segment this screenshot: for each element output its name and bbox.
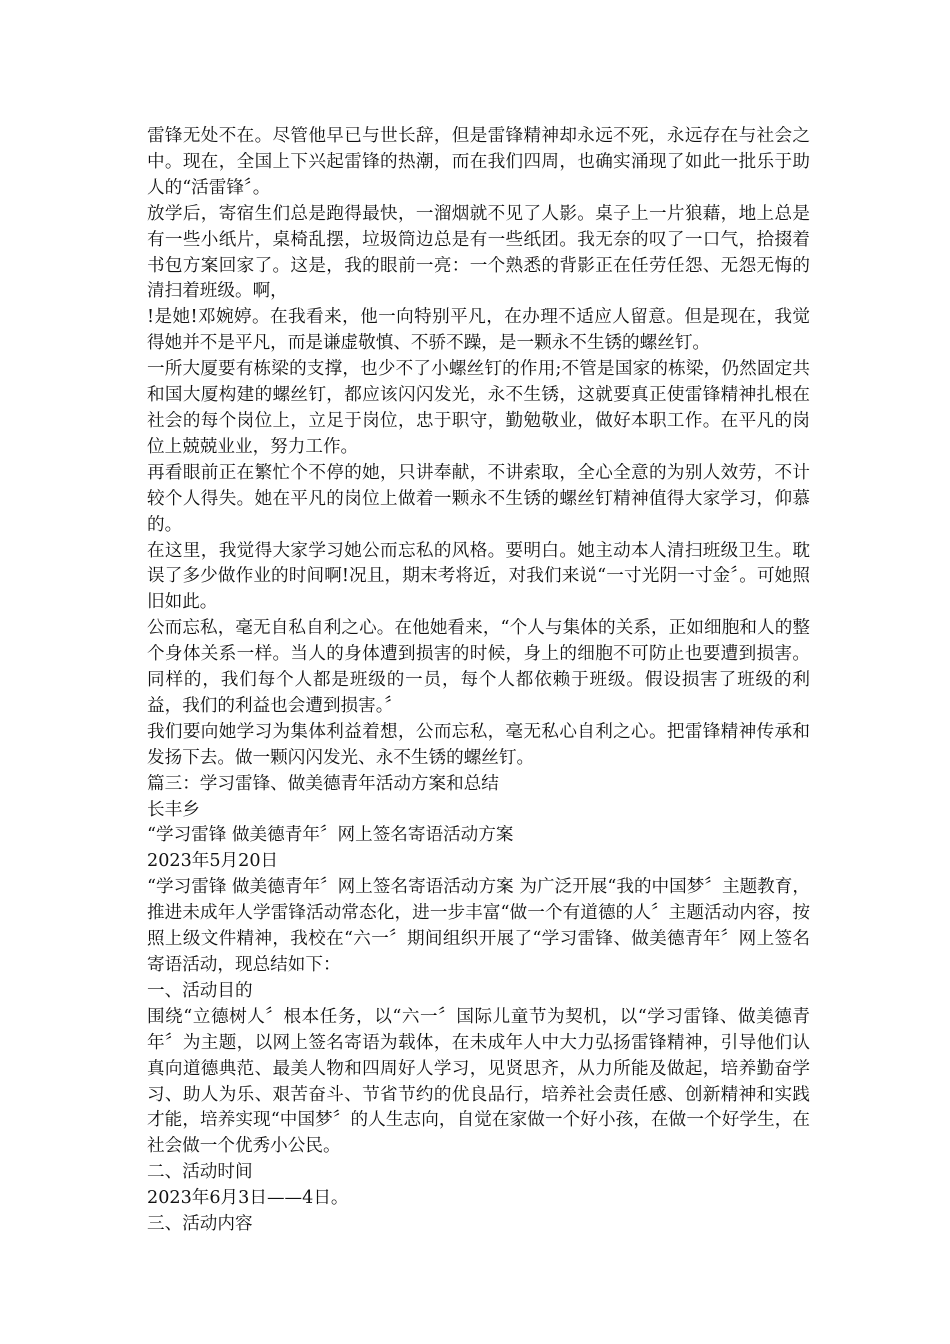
paragraph-7: 公而忘私，毫无自私自利之心。在他她看来，“个人与集体的关系，正如细胞和人的整个身体关系一样。当人的身体遭到损害的时候，身上的细胞不可防止也要遭到损害。同样的，我们每个人都是班级的一员，每个人都依赖于班级。假设损害了班级的利益，我们的利益也会遭到损害。〞	[147, 618, 810, 716]
paragraph-2: 放学后，寄宿生们总是跑得最快，一溜烟就不见了人影。桌子上一片狼藉，地上总是有一些小纸片，桌椅乱摆，垃圾筒边总是有一些纸团。我无奈的叹了一口气，拾掇着书包方案回家了。这是，我的眼前一亮：一个熟悉的背影正在任劳任怨、无怨无悔的清扫着班级。啊，	[147, 203, 810, 302]
paragraph-6: 在这里，我觉得大家学习她公而忘私的风格。要明白。她主动本人清扫班级卫生。耽误了多少做作业的时间啊!况且，期末考将近，对我们来说“一寸光阴一寸金〞。可她照旧如此。	[147, 540, 810, 613]
organization-name: 长丰乡	[147, 799, 200, 820]
paragraph-5: 再看眼前正在繁忙个不停的她，只讲奉献，不讲索取，全心全意的为别人效劳，不计较个人得失。她在平凡的岗位上做着一颗永不生锈的螺丝钉精神值得大家学习，仰慕的。	[147, 462, 810, 535]
paragraph-4: 一所大厦要有栋梁的支撑，也少不了小螺丝钉的作用;不管是国家的栋梁，仍然固定共和国大厦构建的螺丝钉，都应该闪闪发光，永不生锈，这就要真正使雷锋精神扎根在社会的每个岗位上，立足于岗位，忠于职守，勤勉敬业，做好本职工作。在平凡的岗位上兢兢业业，努力工作。	[147, 359, 810, 457]
plan-intro: “学习雷锋 做美德青年〞网上签名寄语活动方案 为广泛开展“我的中国梦〞主题教育，推进未成年人学雷锋活动常态化，进一步丰富“做一个有道德的人〞主题活动内容，按照上级文件精神，我校在“六一〞期间组织开展了“学习雷锋、做美德青年〞网上签名寄语活动，现总结如下：	[147, 877, 810, 975]
paragraph-3: !是她!邓婉婷。在我看来，他一向特别平凡，在办理不适应人留意。但是现在，我觉得她并不是平凡，而是谦虚敬慎、不骄不躁，是一颗永不生锈的螺丝钉。	[147, 307, 810, 354]
heading-objective: 一、活动目的	[147, 980, 253, 1001]
heading-content: 三、活动内容	[147, 1214, 253, 1235]
heading-time: 二、活动时间	[147, 1162, 253, 1183]
plan-title: “学习雷锋 做美德青年〞网上签名寄语活动方案	[147, 825, 514, 846]
objective-text: 围绕“立德树人〞根本任务，以“六一〞国际儿童节为契机，以“学习雷锋、做美德青年〞为主题，以网上签名寄语为载体，在未成年人中大力弘扬雷锋精神，引导他们认真向道德典范、最美人物和四周好人学习，见贤思齐，从力所能及做起，培养勤奋学习、助人为乐、艰苦奋斗、节省节约的优良品行，培养社会责任感、创新精神和实践才能，培养实现“中国梦〞的人生志向，自觉在家做一个好小孩，在做一个好学生，在社会做一个优秀小公民。	[147, 1006, 810, 1157]
plan-date: 2023年5月20日	[147, 851, 279, 872]
time-text: 2023年6月3日——4日。	[147, 1188, 349, 1209]
section-heading-part3: 篇三：学习雷锋、做美德青年活动方案和总结	[147, 773, 499, 794]
paragraph-1: 雷锋无处不在。尽管他早已与世长辞，但是雷锋精神却永远不死，永远存在与社会之中。现在，全国上下兴起雷锋的热潮，而在我们四周，也确实涌现了如此一批乐于助人的“活雷锋〞。	[147, 126, 810, 198]
paragraph-8: 我们要向她学习为集体利益着想，公而忘私，毫无私心自利之心。把雷锋精神传承和发扬下去。做一颗闪闪发光、永不生锈的螺丝钉。	[147, 721, 810, 768]
